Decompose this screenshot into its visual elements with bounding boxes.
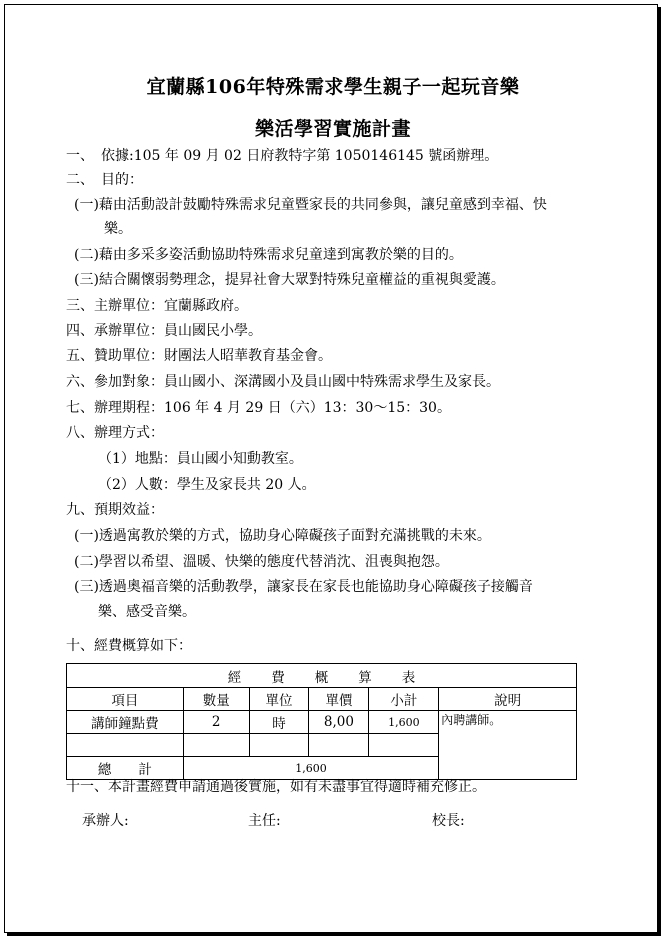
section-6-participants: 六、參加對象：員山國小、深溝國小及員山國中特殊需求學生及家長。 [66, 374, 500, 390]
signature-principal: 校長: [432, 813, 465, 829]
title-line-1: 宜蘭縣106年特殊需求學生親子一起玩音樂 [146, 76, 520, 98]
section-2-purpose: 二、 目的： [66, 172, 143, 188]
header-note: 說明 [439, 688, 577, 711]
signature-director: 主任: [248, 813, 281, 829]
total-label: 總 計 [67, 757, 184, 780]
section-7-schedule: 七、辦理期程：106 年 4 月 29 日（六）13：30～15：30。 [66, 400, 451, 416]
method-headcount: （2）人數：學生及家長共 20 人。 [98, 477, 316, 493]
row-note: 內聘講師。 [439, 711, 577, 780]
section-11-note: 十一、本計畫經費申請通過後實施，如有未盡事宜得適時補充修正。 [66, 779, 486, 795]
section-4-undertaker: 四、承辦單位：員山國民小學。 [66, 323, 262, 339]
purpose-item-1: (一)藉由活動設計鼓勵特殊需求兒童暨家長的共同參與，讓兒童感到幸福、快 [74, 197, 547, 213]
benefit-item-1: (一)透過寓教於樂的方式，協助身心障礙孩子面對充滿挑戰的未來。 [74, 528, 491, 544]
section-5-sponsor: 五、贊助單位：財團法人昭華教育基金會。 [66, 348, 332, 364]
header-unit: 單位 [249, 688, 309, 711]
row-subtotal: 1,600 [369, 711, 439, 734]
header-price: 單價 [309, 688, 369, 711]
purpose-item-3: (三)結合關懷弱勢理念，提昇社會大眾對特殊兒童權益的重視與愛護。 [74, 272, 505, 288]
row-unit: 時 [249, 711, 309, 734]
section-8-method: 八、辦理方式： [66, 425, 164, 441]
empty-cell [369, 734, 439, 757]
header-subtotal: 小計 [369, 688, 439, 711]
budget-table [66, 663, 577, 780]
empty-cell [183, 734, 249, 757]
purpose-item-1-cont: 樂。 [104, 221, 132, 237]
empty-cell [249, 734, 309, 757]
empty-cell [67, 734, 184, 757]
row-item: 講師鐘點費 [67, 711, 184, 734]
section-3-organizer: 三、主辦單位：宜蘭縣政府。 [66, 298, 248, 314]
benefit-item-3-cont: 樂、感受音樂。 [98, 604, 196, 620]
empty-cell [309, 734, 369, 757]
header-item: 項目 [67, 688, 184, 711]
method-location: （1）地點：員山國小知動教室。 [98, 451, 303, 467]
row-qty: 2 [183, 711, 249, 734]
benefit-item-3: (三)透過奧福音樂的活動教學，讓家長在家長也能協助身心障礙孩子接觸音 [74, 579, 533, 595]
signature-handler: 承辦人: [82, 813, 129, 829]
row-price: 8,00 [309, 711, 369, 734]
benefit-item-2: (二)學習以希望、溫暖、快樂的態度代替消沈、沮喪與抱怨。 [74, 554, 449, 570]
budget-caption: 經費概算表 [67, 664, 577, 688]
total-value: 1,600 [183, 757, 439, 780]
section-1-basis: 一、 依據:105 年 09 月 02 日府教特字第 1050146145 號函辦理。 [66, 148, 499, 164]
header-qty: 數量 [183, 688, 249, 711]
title-line-2: 樂活學習實施計畫 [254, 118, 411, 140]
section-9-benefits: 九、預期效益： [66, 502, 164, 518]
section-10-budget: 十、經費概算如下： [66, 638, 192, 654]
purpose-item-2: (二)藉由多采多姿活動協助特殊需求兒童達到寓教於樂的目的。 [74, 247, 463, 263]
